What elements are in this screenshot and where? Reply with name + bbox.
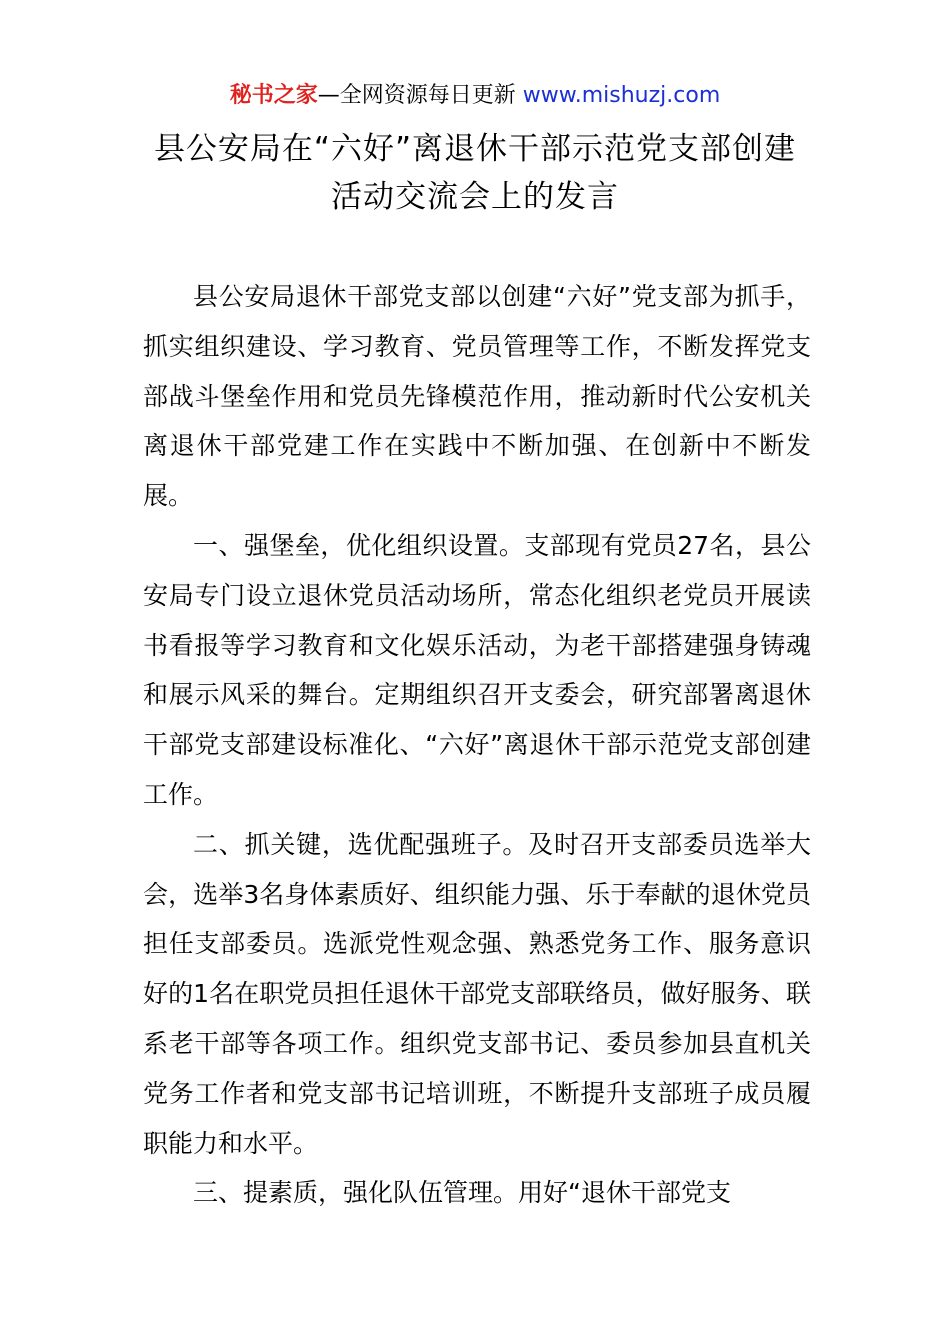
document-title: 县公安局在“六好”离退休干部示范党支部创建活动交流会上的发言	[153, 131, 797, 215]
paragraph-section-3: 三、提素质，强化队伍管理。用好“退休干部党支	[193, 1178, 731, 1208]
paragraph-section-1: 一、强堡垒，优化组织设置。支部现有党员27名，县公安局专门设立退休党员活动场所，常态化组织老党员开展读书看报等学习教育和文化娱乐活动，为老干部搭建强身铸魂和展示风采的舞台。定期组织召开支委会，研究部署离退休干部党支部建设标准化、“六好”离退休干部示范党支部创建工作。	[143, 530, 811, 809]
site-url: www.mishuzj.com	[522, 83, 721, 108]
site-tagline: —全网资源每日更新	[317, 83, 516, 108]
site-name: 秘书之家	[229, 83, 318, 108]
site-header	[0, 80, 950, 112]
paragraph-section-2: 二、抓关键，选优配强班子。及时召开支部委员选举大会，选举3名身体素质好、组织能力强、乐于奉献的退休党员担任支部委员。选派党性观念强、熟悉党务工作、服务意识好的1名在职党员担任退休干部党支部联络员，做好服务、联系老干部等各项工作。组织党支部书记、委员参加县直机关党务工作者和党支部书记培训班，不断提升支部班子成员履职能力和水平。	[143, 829, 811, 1158]
document-body	[143, 272, 811, 1218]
paragraph-intro: 县公安局退休干部党支部以创建“六好”党支部为抓手，抓实组织建设、学习教育、党员管理等工作，不断发挥党支部战斗堡垒作用和党员先锋模范作用，推动新时代公安机关离退休干部党建工作在实践中不断加强、在创新中不断发展。	[143, 282, 811, 511]
